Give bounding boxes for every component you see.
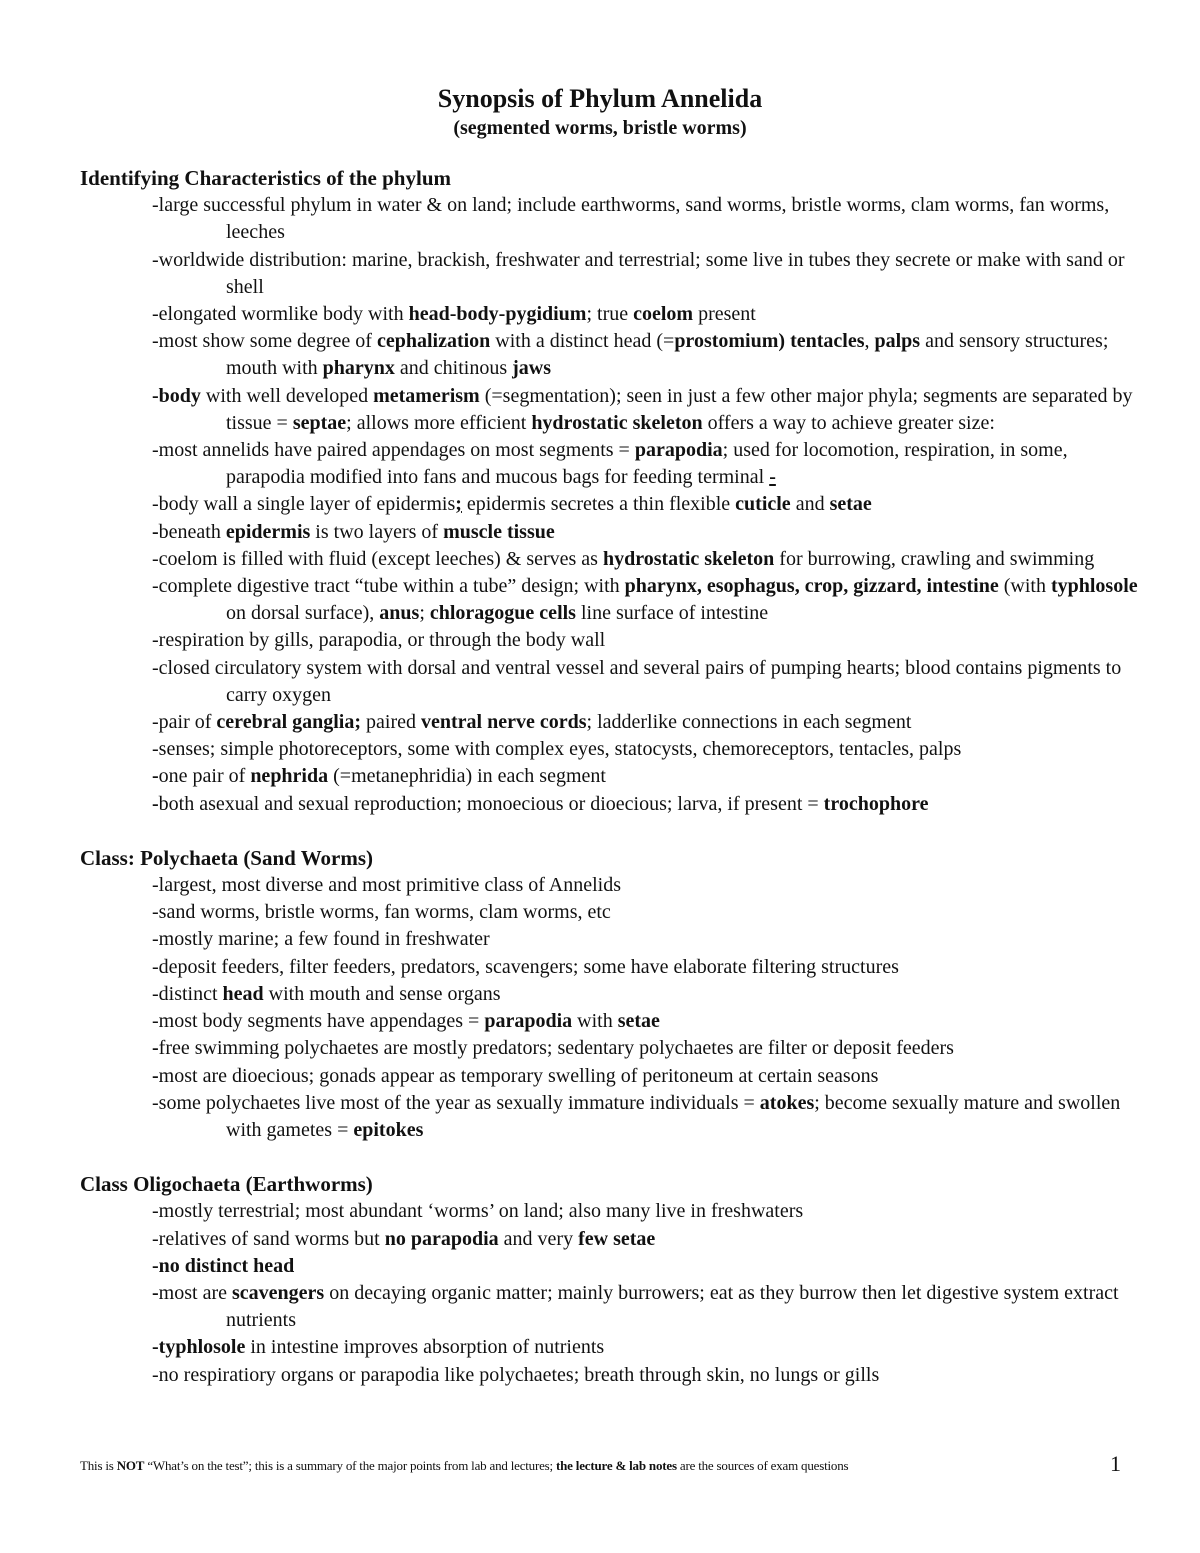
list-item: -one pair of nephrida (=metanephridia) in each segment: [152, 765, 606, 788]
list-item: -both asexual and sexual reproduction; monoecious or dioecious; larva, if present = trochophore: [152, 792, 929, 815]
list-item: -deposit feeders, filter feeders, predators, scavengers; some have elaborate filtering structures: [152, 955, 899, 978]
section-spacer: [80, 1144, 1140, 1171]
list-item: -beneath epidermis is two layers of muscle tissue: [152, 520, 555, 543]
section-heading: Class: Polychaeta (Sand Worms): [80, 845, 374, 870]
page-subtitle: (segmented worms, bristle worms): [453, 117, 747, 139]
list-item: -sand worms, bristle worms, fan worms, clam worms, etc: [152, 901, 611, 924]
list-item: -distinct head with mouth and sense organs: [152, 982, 501, 1005]
list-item: -large successful phylum in water & on land; include earthworms, sand worms, bristle worms, clam worms, fan worms, leeches: [152, 194, 1110, 244]
list-item: -most are scavengers on decaying organic matter; mainly burrowers; eat as they burrow then let digestive system extract nutrients: [152, 1281, 1119, 1332]
list-item: -some polychaetes live most of the year as sexually immature individuals = atokes; become sexually mature and swollen with gametes = epitokes: [152, 1091, 1121, 1141]
list-item: -complete digestive tract “tube within a tube” design; with pharynx, esophagus, crop, gizzard, intestine (with typhlosole on dorsal surface), anus; chloragogue cells line surface of intestine: [152, 575, 1138, 625]
list-item: -respiration by gills, parapodia, or through the body wall: [152, 629, 606, 652]
list-item: -most body segments have appendages = parapodia with setae: [152, 1010, 660, 1033]
list-item: -mostly marine; a few found in freshwater: [152, 928, 490, 951]
list-item: -senses; simple photoreceptors, some with complex eyes, statocysts, chemoreceptors, tentacles, palps: [152, 738, 962, 761]
list-item: -no distinct head: [152, 1254, 295, 1277]
section-spacer: [80, 818, 1140, 845]
list-item: -most annelids have paired appendages on most segments = parapodia; used for locomotion, respiration, in some, parapodia modified into fans and mucous bags for feeding terminal -: [152, 439, 1068, 489]
document-body: [80, 165, 1140, 1389]
list-item: -coelom is filled with fluid (except leeches) & serves as hydrostatic skeleton for burrowing, crawling and swimming: [152, 547, 1095, 570]
list-item: -elongated wormlike body with head-body-pygidium; true coelom present: [152, 303, 756, 326]
list-item: -pair of cerebral ganglia; paired ventral nerve cords; ladderlike connections in each segment: [152, 711, 912, 734]
list-item: -closed circulatory system with dorsal and ventral vessel and several pairs of pumping hearts; blood contains pigments to carry oxygen: [152, 656, 1122, 706]
list-item: -mostly terrestrial; most abundant ‘worms’ on land; also many live in freshwaters: [152, 1200, 804, 1223]
page-footer: This is NOT “What’s on the test”; this is a summary of the major points from lab and lectures; the lecture & lab notes are the sources of exam questions: [80, 1458, 849, 1473]
list-item: -typhlosole in intestine improves absorption of nutrients: [152, 1336, 605, 1359]
page-title: Synopsis of Phylum Annelida: [437, 84, 763, 113]
section-heading: Identifying Characteristics of the phylum: [80, 166, 451, 190]
page-number: 1: [1110, 1451, 1121, 1476]
list-item: -relatives of sand worms but no parapodia and very few setae: [152, 1227, 656, 1250]
section-heading: Class Oligochaeta (Earthworms): [80, 1172, 373, 1197]
list-item: -most show some degree of cephalization with a distinct head (=prostomium) tentacles, palps and sensory structures; mouth with pharynx and chitinous jaws: [152, 330, 1109, 380]
list-item: -no respiratiory organs or parapodia like polychaetes; breath through skin, no lungs or gills: [152, 1363, 880, 1386]
list-item: -largest, most diverse and most primitive class of Annelids: [152, 874, 622, 897]
list-item: -body with well developed metamerism (=segmentation); seen in just a few other major phyla; segments are separated by tissue = septae; allows more efficient hydrostatic skeleton offers a way to achieve greater size:: [152, 384, 1133, 434]
list-item: -worldwide distribution: marine, brackish, freshwater and terrestrial; some live in tubes they secrete or make with sand or shell: [152, 248, 1125, 298]
list-item: -free swimming polychaetes are mostly predators; sedentary polychaetes are filter or deposit feeders: [152, 1037, 954, 1060]
list-item: -body wall a single layer of epidermis; epidermis secretes a thin flexible cuticle and setae: [152, 493, 872, 516]
list-item: -most are dioecious; gonads appear as temporary swelling of peritoneum at certain seasons: [152, 1064, 879, 1087]
